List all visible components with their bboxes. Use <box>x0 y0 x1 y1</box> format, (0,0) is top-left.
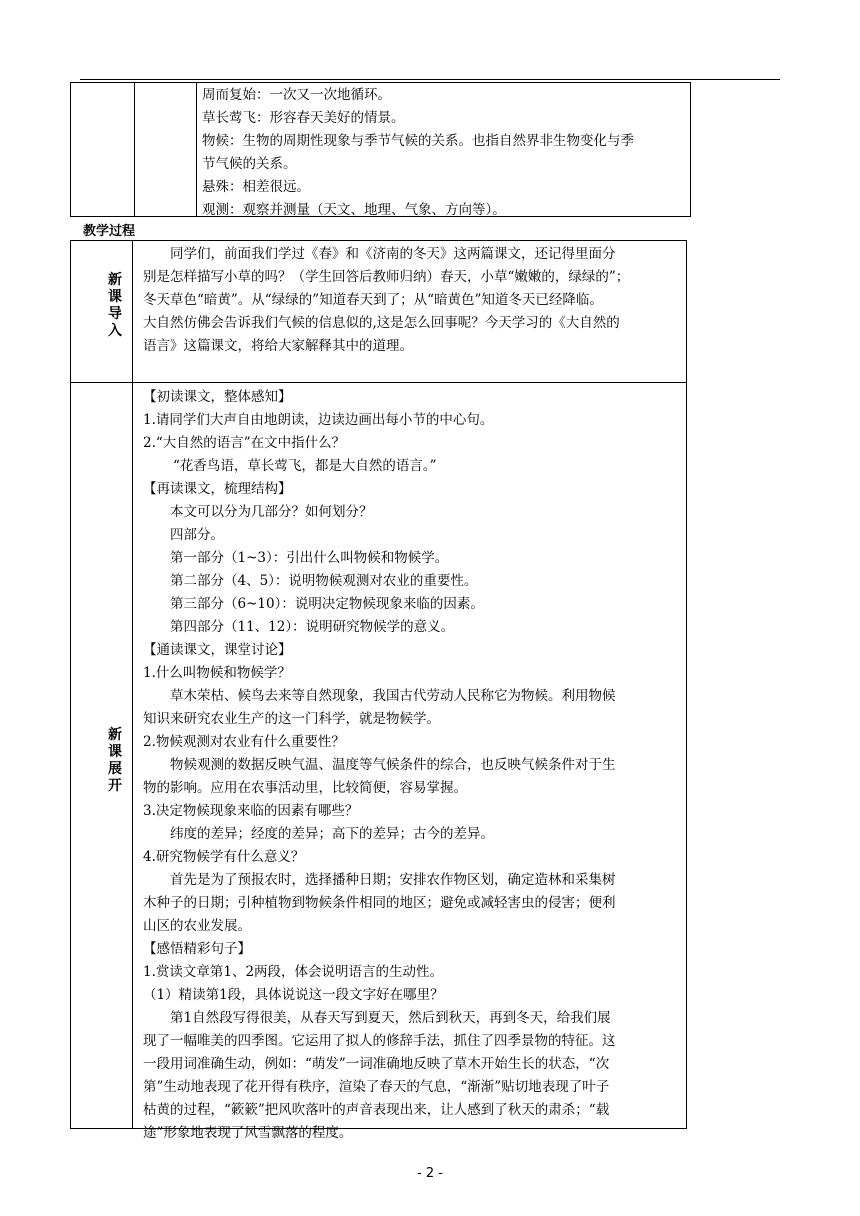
vocab-line: 周而复始：一次又一次地循环。 <box>202 87 391 103</box>
vocab-line: 悬殊：相差很远。 <box>202 179 310 195</box>
section-heading: 教学过程 <box>83 224 136 239</box>
main-line: 1.什么叫物候和物候学？ <box>143 665 291 681</box>
intro-line: 别是怎样描写小草的吗？（学生回答后教师归纳）春天，小草“嫩嫩的，绿绿的”； <box>143 269 630 285</box>
page-number: - 2 - <box>417 1166 443 1181</box>
main-line: 3.决定物候现象来临的因素有哪些？ <box>143 803 359 819</box>
main-line: 1.赏读文章第1、2两段，体会说明语言的生动性。 <box>143 964 444 980</box>
main-line: 物的影响。应用在农事活动里，比较简便，容易掌握。 <box>143 780 467 796</box>
vocab-list <box>202 84 634 222</box>
main-label: 新 课 展 开 <box>108 727 122 794</box>
main-line: “花香鸟语，草长莺飞，都是大自然的语言。” <box>173 458 437 474</box>
main-line: 纬度的差异；经度的差异；高下的差异；古今的差异。 <box>170 826 494 842</box>
main-line: 1.请同学们大声自由地朗读，边读边画出每小节的中心句。 <box>143 412 494 428</box>
main-line: 首先是为了预报农时，选择播种日期；安排农作物区划，确定造林和采集树 <box>170 872 616 888</box>
vocab-line: 观测：观察并测量（天文、地理、气象、方向等）。 <box>202 202 506 218</box>
main-line: 木种子的日期；引种植物到物候条件相同的地区；避免或减轻害虫的侵害；便利 <box>143 895 616 911</box>
main-line: 现了一幅唯美的四季图。它运用了拟人的修辞手法，抓住了四季景物的特征。这 <box>143 1033 616 1049</box>
intro-text <box>143 243 629 358</box>
intro-line: 同学们，前面我们学过《春》和《济南的冬天》这两篇课文，还记得里面分 <box>170 246 616 262</box>
main-line: （1）精读第1段，具体说说这一段文字好在哪里？ <box>143 987 444 1003</box>
main-line: 第一部分（1~3）：引出什么叫物候和物候学。 <box>170 550 449 566</box>
main-line: 【初读课文，整体感知】 <box>143 389 292 405</box>
main-line: 4.研究物候学有什么意义？ <box>143 849 305 865</box>
main-line: 一段用词准确生动，例如：“萌发”一词准确地反映了草木开始生长的状态，“次 <box>143 1056 610 1072</box>
main-line: 物候观测的数据反映气温、温度等气候条件的综合，也反映气候条件对于生 <box>170 757 616 773</box>
intro-line: 语言》这篇课文，将给大家解释其中的道理。 <box>143 338 413 354</box>
main-line: 第1自然段写得很美，从春天写到夏天，然后到秋天，再到冬天，给我们展 <box>170 1010 611 1026</box>
header-rule <box>80 79 780 80</box>
intro-label: 新 课 导 入 <box>108 272 122 339</box>
main-line: 知识来研究农业生产的这一门科学，就是物候学。 <box>143 711 440 727</box>
main-line: 第”生动地表现了花开得有秩序，渲染了春天的气息，“渐渐”贴切地表现了叶子 <box>143 1079 610 1095</box>
main-line: 2.物候观测对农业有什么重要性？ <box>143 734 345 750</box>
vocab-line: 节气候的关系。 <box>202 156 297 172</box>
main-line: 第四部分（11、12）：说明研究物候学的意义。 <box>170 619 455 635</box>
main-line: 2.“大自然的语言”在文中指什么？ <box>143 435 346 451</box>
vocab-line: 草长莺飞：形容春天美好的情景。 <box>202 110 405 126</box>
intro-line: 冬天草色“暗黄”。从“绿绿的”知道春天到了；从“暗黄色”知道冬天已经降临。 <box>143 292 603 308</box>
main-line: 枯黄的过程，“簌簌”把风吹落叶的声音表现出来，让人感到了秋天的肃杀；“载 <box>143 1102 610 1118</box>
main-line: 第二部分（4、5）：说明物候观测对农业的重要性。 <box>170 573 478 589</box>
main-line: 本文可以分为几部分？如何划分？ <box>170 504 373 520</box>
vocab-line: 物候：生物的周期性现象与季节气候的关系。也指自然界非生物变化与季 <box>202 133 634 149</box>
main-line: 山区的农业发展。 <box>143 918 251 934</box>
main-line: 【再读课文，梳理结构】 <box>143 481 292 497</box>
intro-line: 大自然仿佛会告诉我们气候的信息似的,这是怎么回事呢？今天学习的《大自然的 <box>143 315 620 331</box>
main-line: 【感悟精彩句子】 <box>143 941 251 957</box>
main-line: 第三部分（6~10）：说明决定物候现象来临的因素。 <box>170 596 484 612</box>
main-line: 途”形象地表现了风雪飘落的程度。 <box>143 1125 353 1141</box>
main-text <box>143 386 616 1145</box>
main-line: 草木荣枯、候鸟去来等自然现象，我国古代劳动人民称它为物候。利用物候 <box>170 688 616 704</box>
main-line: 【通读课文，课堂讨论】 <box>143 642 292 658</box>
main-line: 四部分。 <box>170 527 224 543</box>
